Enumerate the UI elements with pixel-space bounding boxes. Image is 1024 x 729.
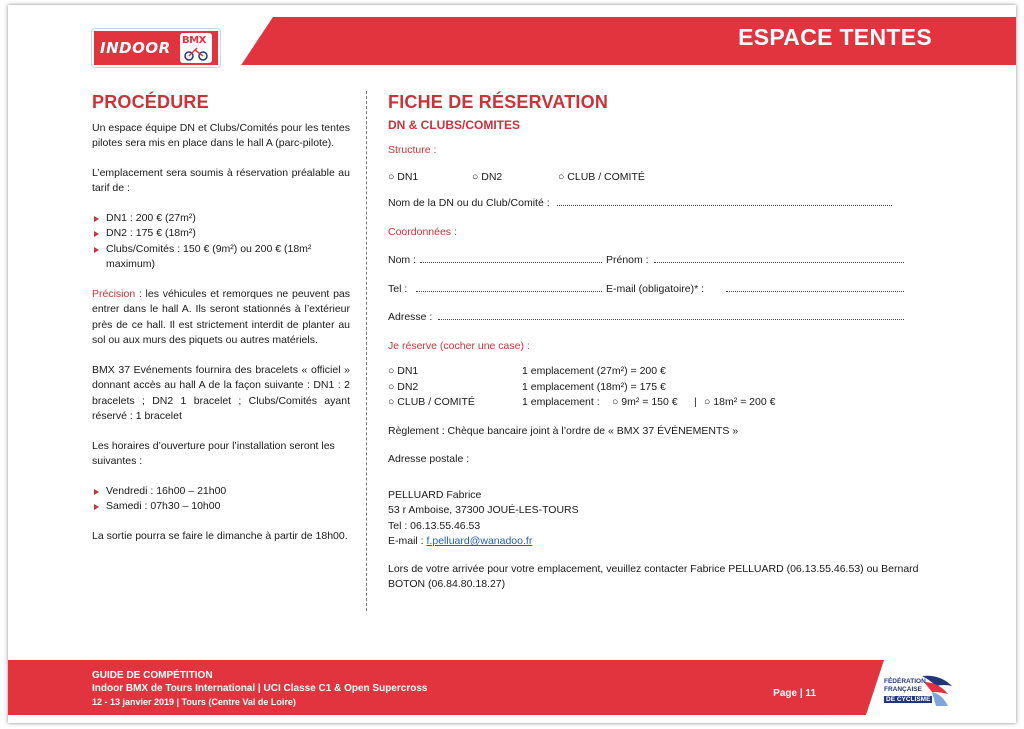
footer-guide-title: GUIDE DE COMPÉTITION: [92, 670, 213, 681]
radio-dn1[interactable]: ○ DN1: [388, 170, 419, 183]
adresse-postale-label: Adresse postale :: [388, 453, 470, 465]
postal-tel: Tel : 06.13.55.46.53: [388, 519, 481, 532]
reserve-label: Je réserve (cocher une case) :: [388, 339, 530, 352]
ffc-text: DE CYCLISME: [886, 696, 931, 703]
horaires-list: [92, 484, 350, 515]
sortie-paragraph: La sortie pourra se faire le dimanche à partir de 18h00.: [92, 529, 348, 542]
adresse-field[interactable]: [438, 310, 904, 320]
ffc-text: FRANÇAISE: [884, 686, 922, 693]
coordonnees-label: Coordonnées :: [388, 225, 457, 238]
horaires-intro: Les horaires d’ouverture pour l’installation seront les suivantes :: [92, 439, 335, 467]
bike-icon: [183, 47, 209, 61]
tel-label: Tel :: [388, 282, 408, 295]
page-number: Page | 11: [773, 688, 816, 699]
structure-name-label: Nom de la DN ou du Club/Comité :: [388, 197, 550, 209]
postal-email-row: [388, 534, 948, 550]
logo-text: INDOOR: [100, 39, 171, 57]
list-item: Clubs/Comités : 150 € (9m²) ou 200 € (18m² maximum): [92, 242, 350, 273]
prenom-label: Prénom :: [606, 254, 649, 266]
procedure-column: [92, 92, 350, 544]
tel-email-row: [388, 282, 948, 298]
indoor-bmx-logo: [92, 29, 220, 67]
radio-club-18m2[interactable]: ○ 18m² = 200 €: [704, 396, 776, 408]
email-link[interactable]: f.pelluard@wanadoo.fr: [426, 535, 533, 547]
radio-dn2[interactable]: ○ DN2: [472, 170, 503, 183]
footer-event-name: Indoor BMX de Tours International | UCI Classe C1 & Open Supercross: [92, 683, 428, 694]
list-item: DN1 : 200 € (27m²): [92, 211, 350, 227]
precision-label: Précision: [92, 287, 136, 300]
reserve-row-club: [388, 395, 948, 411]
bmx-badge: [180, 33, 212, 63]
list-item: Samedi : 07h30 – 10h00: [92, 499, 350, 515]
precision-paragraph: [92, 287, 350, 349]
adresse-row: [388, 310, 948, 326]
postal-street: 53 r Amboise, 37300 JOUÉ-LES-TOURS: [388, 504, 579, 516]
procedure-reservation-text: L’emplacement sera soumis à réservation préalable au tarif de :: [92, 166, 350, 194]
radio-label: 9m² = 150 €: [621, 396, 678, 408]
structure-label: Structure :: [388, 144, 437, 156]
reglement-text: Règlement : Chèque bancaire joint à l’ordre de « BMX 37 ÉVÉNEMENTS »: [388, 424, 739, 437]
ffc-text: FÉDÉRATION: [884, 678, 926, 685]
nom-prenom-row: [388, 253, 948, 269]
adresse-label: Adresse :: [388, 311, 433, 323]
reserve-row-dn2: [388, 380, 948, 396]
bracelets-paragraph: BMX 37 Evénements fournira des bracelets « officiel » donnant accès au hall A de la façon suivante : DN1 : 2 bracelets ; DN2 1 bracelet ; Clubs/Comités ayant réservé : 1 bracelet: [92, 363, 350, 422]
radio-label: DN2: [397, 380, 419, 393]
radio-label: DN2: [481, 170, 503, 183]
radio-club-9m2[interactable]: ○ 9m² = 150 €: [612, 396, 678, 408]
radio-label: CLUB / COMITÉ: [567, 170, 645, 183]
email-label: E-mail (obligatoire)* :: [606, 282, 705, 295]
procedure-heading: PROCÉDURE: [92, 92, 209, 112]
radio-label: DN1: [397, 170, 419, 183]
precision-text: : les véhicules et remorques ne peuvent pas entrer dans le hall A. Ils seront stationnés à l’extérieur près de ce hall. Il est strictement interdit de planter au sol ou aux murs des piquets ou autres matériels.: [92, 287, 350, 346]
footer-event-date: 12 - 13 janvier 2019 | Tours (Centre Val de Loire): [92, 697, 296, 707]
contact-note: Lors de votre arrivée pour votre emplacement, veuillez contacter Fabrice PELLUARD (06.13.55.46.53) ou Bernard BOTON (06.84.80.18.27): [388, 562, 919, 590]
list-item: DN2 : 175 € (18m²): [92, 226, 350, 242]
structure-name-field[interactable]: [557, 196, 892, 206]
reserve-detail: 1 emplacement (27m²) = 200 €: [522, 365, 666, 377]
postal-email-label: E-mail :: [388, 535, 424, 547]
reservation-form: [388, 92, 948, 593]
tarifs-list: [92, 211, 350, 273]
tel-field[interactable]: [416, 282, 602, 292]
reserve-row-dn1: [388, 364, 948, 380]
logo-badge-text: BMX: [182, 35, 206, 46]
choice-separator: |: [694, 396, 697, 408]
nom-label: Nom :: [388, 254, 417, 266]
fiche-subheading: DN & CLUBS/COMITES: [388, 117, 520, 132]
radio-reserve-dn1[interactable]: ○ DN1: [388, 365, 419, 377]
structure-name-row: [388, 196, 948, 212]
reserve-detail: 1 emplacement (18m²) = 175 €: [522, 380, 666, 393]
nom-field[interactable]: [420, 253, 602, 263]
radio-reserve-dn2[interactable]: ○ DN2: [388, 380, 419, 393]
reserve-detail: 1 emplacement :: [522, 396, 600, 408]
list-item: Vendredi : 16h00 – 21h00: [92, 484, 350, 500]
ffc-logo: [884, 672, 956, 708]
radio-club-comite[interactable]: ○ CLUB / COMITÉ: [558, 170, 645, 183]
postal-address-block: [388, 488, 948, 550]
fiche-heading: FICHE DE RÉSERVATION: [388, 92, 609, 112]
column-divider: [366, 91, 367, 611]
footer-band: [8, 660, 1016, 715]
page-title: ESPACE TENTES: [738, 24, 932, 50]
page: [8, 5, 1016, 723]
email-field[interactable]: [726, 282, 904, 292]
radio-reserve-club[interactable]: ○ CLUB / COMITÉ: [388, 396, 475, 408]
postal-name: PELLUARD Fabrice: [388, 488, 482, 501]
prenom-field[interactable]: [654, 253, 904, 263]
structure-options: [388, 170, 948, 186]
procedure-intro: Un espace équipe DN et Clubs/Comités pour les tentes pilotes sera mis en place dans le hall A (parc-pilote).: [92, 121, 350, 149]
radio-label: 18m² = 200 €: [713, 396, 776, 408]
radio-label: CLUB / COMITÉ: [397, 396, 475, 408]
radio-label: DN1: [397, 365, 419, 377]
